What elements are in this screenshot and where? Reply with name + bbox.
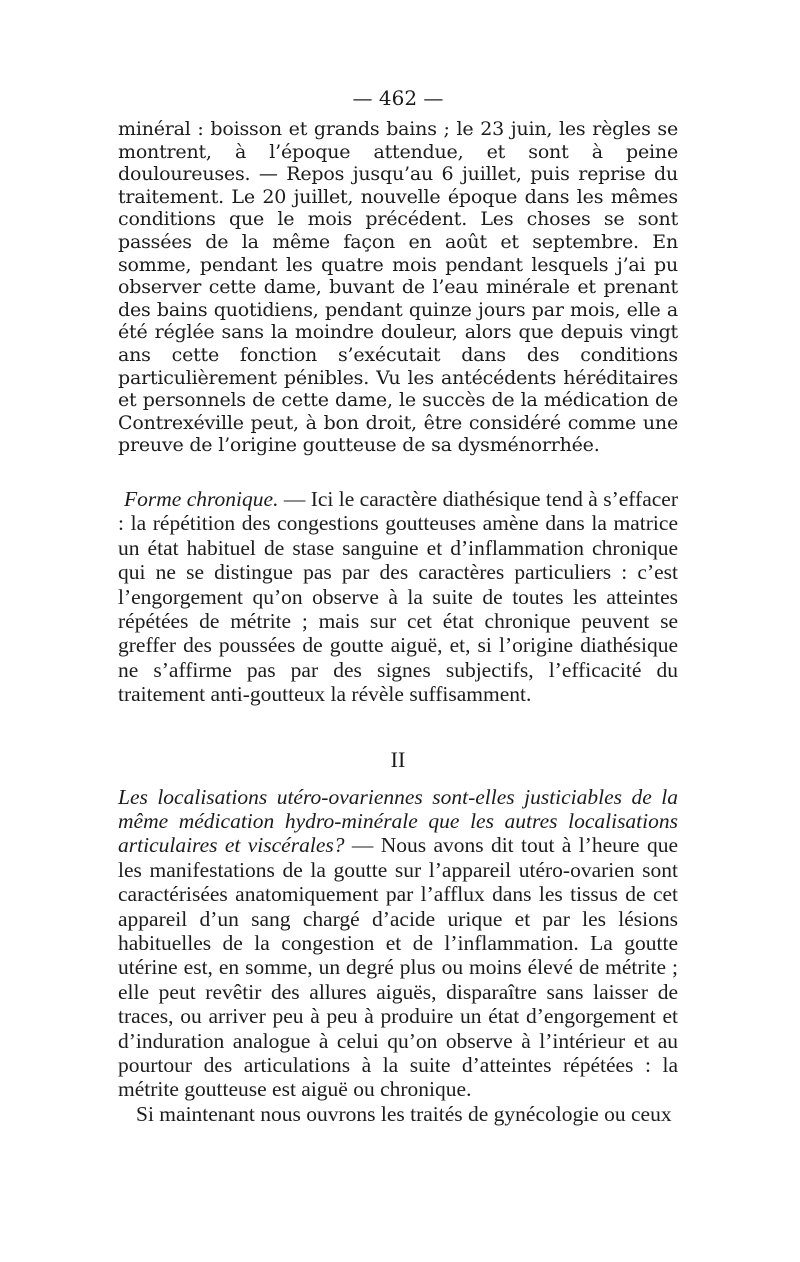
book-page (118, 84, 678, 1126)
paragraph-utero-ovarian (118, 785, 678, 1102)
paragraph-continuation: Si maintenant nous ouvrons les traités de gynécologie ou ceux (136, 1101, 672, 1126)
page-number: — 462 — (352, 86, 444, 110)
section-heading-ii: II (390, 746, 406, 772)
chronic-form-lead: Forme chronique. (124, 486, 279, 511)
utero-ovarian-body: — Nous avons dit tout à l’heure que les manifestations de la goutte sur l’appareil utéro-ovarien sont caractérisées anatomiquement par l’afflux dans les tissus de cet appareil d’un sang chargé d’acide urique et par les lésions habituelles de la congestion et de l’inflammation. La goutte utérine est, en somme, un degré plus ou moins élevé de métrite ; elle peut revêtir des allures aiguës, disparaître sans laisser de traces, ou arriver peu à peu à produire un état d’engorgement et d’induration analogue à celui qu’on observe à l’intérieur et au pourtour des articulations à la suite d’atteintes répétées : la métrite goutteuse est aiguë ou chronique. (118, 833, 678, 1102)
paragraph-case-report: minéral : boisson et grands bains ; le 23 juin, les règles se montrent, à l’époque attendue, et sont à peine douloureuses. — Repos jusqu’au 6 juillet, puis reprise du traitement. Le 20 juillet, nouvelle époque dans les mêmes conditions que le mois précédent. Les choses se sont passées de la même façon en août et septembre. En somme, pendant les quatre mois pendant lesquels j’ai pu observer cette dame, buvant de l’eau minérale et prenant des bains quotidiens, pendant quinze jours par mois, elle a été réglée sans la moindre douleur, alors que depuis vingt ans cette fonction s’exécutait dans des conditions particulièrement pénibles. Vu les antécédents héréditaires et personnels de cette dame, le succès de la médication de Contrexéville peut, à bon droit, être considéré comme une preuve de l’origine goutteuse de sa dysménorrhée. (118, 118, 678, 457)
chronic-form-body: — Ici le caractère diathésique tend à s’effacer : la répétition des congestions goutteuses amène dans la matrice un état habituel de stase sanguine et d’inflammation chronique qui ne se distingue pas par des caractères particuliers : c’est l’engorgement qu’on observe à la suite de toutes les atteintes répétées de métrite ; mais sur cet état chronique peuvent se greffer des poussées de goutte aiguë, et, si l’origine diathésique ne s’affirme pas par des signes subjectifs, l’efficacité du traitement anti-goutteux la révèle suffisamment. (118, 486, 678, 707)
utero-ovarian-question: Les localisations utéro-ovariennes sont-elles justiciables de la même médication hydro-minérale que les autres localisations articulaires et viscérales? (118, 784, 678, 858)
paragraph-chronic-form (118, 487, 678, 707)
